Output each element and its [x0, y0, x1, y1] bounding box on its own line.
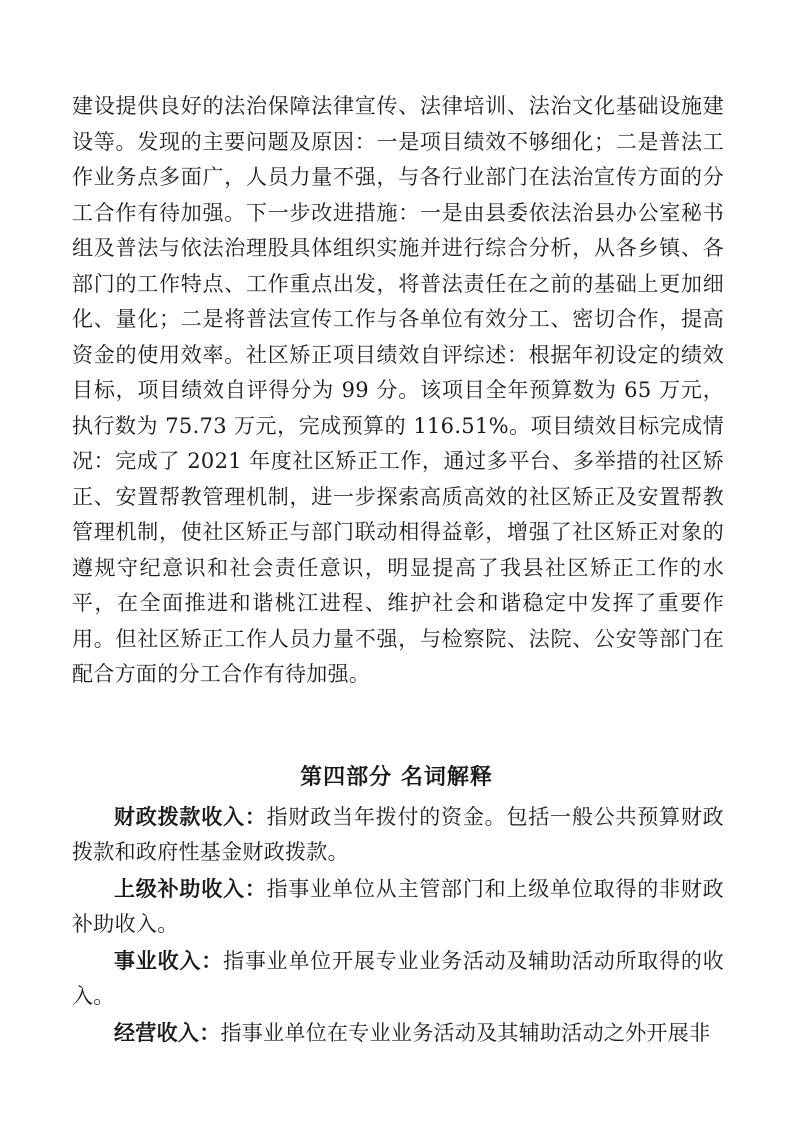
definition-text: 指事业单位在专业业务活动及其辅助活动之外开展非 [220, 1021, 711, 1045]
definition-item [72, 872, 724, 942]
body-paragraph: 建设提供良好的法治保障法律宣传、法律培训、法治文化基础设施建设等。发现的主要问题及原因：一是项目绩效不够细化；二是普法工作业务点多面广，人员力量不强，与各行业部门在法治宣传方面的分工合作有待加强。下一步改进措施：一是由县委依法治县办公室秘书组及普法与依法治理股具体组织实施并进行综合分析，从各乡镇、各部门的工作特点、工作重点出发，将普法责任在之前的基础上更加细化、量化；二是将普法宣传工作与各单位有效分工、密切合作，提高资金的使用效率。社区矫正项目绩效自评综述：根据年初设定的绩效目标，项目绩效自评得分为 99 分。该项目全年预算数为 65 万元，执行数为 75.73 万元，完成预算的 116.51%。项目绩效目标完成情况：完成了 2021 年度社区矫正工作，通过多平台、多举措的社区矫正、安置帮教管理机制，进一步探索高质高效的社区矫正及安置帮教管理机制，使社区矫正与部门联动相得益彰，增强了社区矫正对象的遵规守纪意识和社会责任意识，明显提高了我县社区矫正工作的水平，在全面推进和谐桃江进程、维护社会和谐稳定中发挥了重要作用。但社区矫正工作人员力量不强，与检察院、法院、公安等部门在配合方面的分工合作有待加强。 [72, 94, 724, 686]
definition-text: 指事业单位从主管部门和上级单位取得的非财政补助收入。 [72, 877, 724, 936]
definition-item [72, 800, 724, 870]
definition-text: 指财政当年拨付的资金。包括一般公共预算财政拨款和政府性基金财政拨款。 [72, 805, 724, 864]
definition-term: 经营收入： [114, 1021, 221, 1045]
definition-term: 财政拨款收入： [114, 805, 267, 829]
definition-item [72, 1016, 724, 1051]
definition-item [72, 944, 724, 1014]
definition-text: 指事业单位开展专业业务活动及辅助活动所取得的收入。 [72, 949, 725, 1008]
definition-term: 上级补助收入： [114, 877, 267, 901]
section-title: 第四部分 名词解释 [300, 765, 493, 790]
definitions-list [72, 800, 724, 1053]
definition-term: 事业收入： [114, 949, 224, 973]
